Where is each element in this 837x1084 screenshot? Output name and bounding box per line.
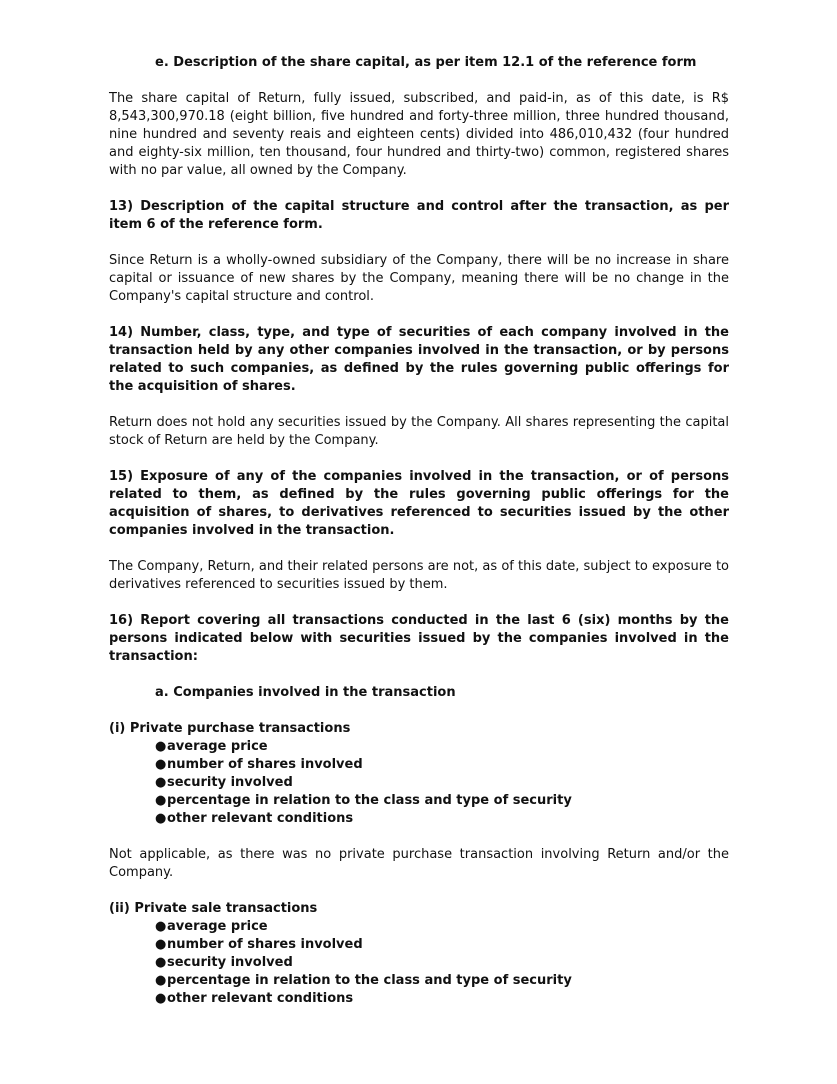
bullet-icon: ●: [155, 991, 167, 1006]
document-page: [109, 54, 729, 1008]
list-item: ● security involved: [155, 955, 293, 970]
sale-bullet-list: [109, 918, 729, 1008]
section-13-body: Since Return is a wholly-owned subsidiary of the Company, there will be no increase in share capital or issuance of new shares by the Company, meaning there will be no change in the Company's capital structure and control.: [109, 253, 729, 304]
list-item: ● average price: [155, 739, 268, 754]
sale-transactions-title: (ii) Private sale transactions: [109, 901, 318, 916]
section-15-body: The Company, Return, and their related persons are not, as of this date, subject to exposure to derivatives referenced to securities issued by them.: [109, 559, 729, 592]
list-item: ● number of shares involved: [155, 757, 363, 772]
section-e-heading: e. Description of the share capital, as per item 12.1 of the reference form: [155, 55, 697, 70]
purchase-body: Not applicable, as there was no private purchase transaction involving Return and/or the Company.: [109, 847, 729, 880]
bullet-icon: ●: [155, 937, 167, 952]
section-14-heading: 14) Number, class, type, and type of securities of each company involved in the transaction held by any other companies involved in the transaction, or by persons related to such companies, as defined by the rules governing public offerings for the acquisition of shares.: [109, 325, 729, 394]
purchase-transactions-title: (i) Private purchase transactions: [109, 721, 351, 736]
list-item: ● other relevant conditions: [155, 811, 354, 826]
section-13-heading: 13) Description of the capital structure and control after the transaction, as per item 6 of the reference form.: [109, 199, 729, 232]
list-item: ● other relevant conditions: [155, 991, 354, 1006]
section-16-sub-a: a. Companies involved in the transaction: [155, 685, 456, 700]
bullet-icon: ●: [155, 775, 167, 790]
list-item: ● percentage in relation to the class and type of security: [155, 793, 572, 808]
bullet-icon: ●: [155, 973, 167, 988]
list-item: ● percentage in relation to the class and type of security: [155, 973, 572, 988]
list-item: ● average price: [155, 919, 268, 934]
bullet-icon: ●: [155, 739, 167, 754]
list-item: ● number of shares involved: [155, 937, 363, 952]
bullet-icon: ●: [155, 919, 167, 934]
section-14-body: Return does not hold any securities issued by the Company. All shares representing the capital stock of Return are held by the Company.: [109, 415, 729, 448]
bullet-icon: ●: [155, 955, 167, 970]
bullet-icon: ●: [155, 811, 167, 826]
section-15-heading: 15) Exposure of any of the companies involved in the transaction, or of persons related to them, as defined by the rules governing public offerings for the acquisition of shares, to derivatives referenced to securities issued by the other companies involved in the transaction.: [109, 469, 729, 538]
section-e-body: The share capital of Return, fully issued, subscribed, and paid-in, as of this date, is R$ 8,543,300,970.18 (eight billion, five hundred and forty-three million, three hundred thousand, nine hundred and seventy reais and eighteen cents) divided into 486,010,432 (four hundred and eighty-six million, ten thousand, four hundred and thirty-two) common, registered shares with no par value, all owned by the Company.: [109, 91, 729, 178]
section-16-heading: 16) Report covering all transactions conducted in the last 6 (six) months by the persons indicated below with securities issued by the companies involved in the transaction:: [109, 613, 729, 664]
bullet-icon: ●: [155, 793, 167, 808]
bullet-icon: ●: [155, 757, 167, 772]
purchase-bullet-list: [109, 738, 729, 828]
list-item: ● security involved: [155, 775, 293, 790]
